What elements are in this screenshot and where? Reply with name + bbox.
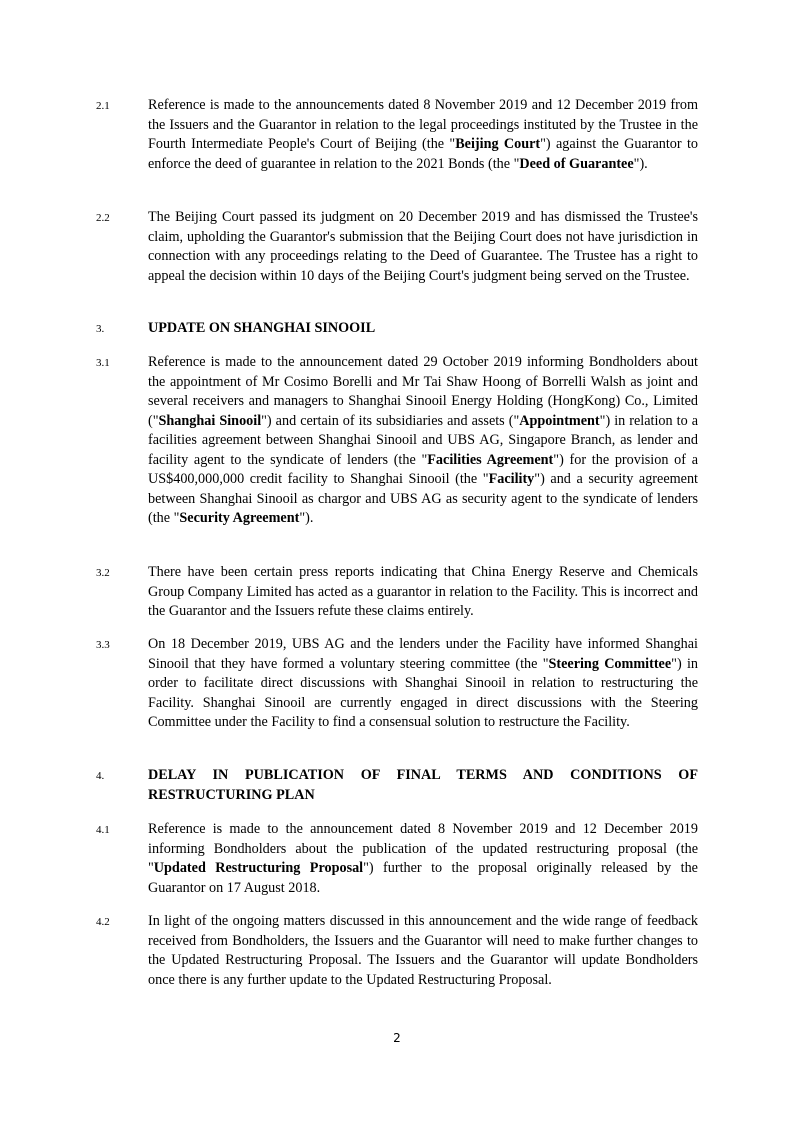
text-run: UPDATE ON SHANGHAI SINOOIL — [148, 320, 376, 336]
text-run: ") in order to facilitate direct discussions with Shanghai Sinooil in relation to restructuring the Facility. Shanghai Sinooil are currently engaged in direct discussions with the Steering Committee under the Facility to find a consensual solution to restructure the Facility. — [148, 655, 698, 730]
defined-term: Deed of Guarantee — [519, 155, 634, 172]
text-run: Reference is made to the announcements dated 8 November 2019 and 12 December 2019 from the Issuers and the Guarantor in relation to the legal proceedings instituted by the Trustee in the Fourth Intermediate People's Court of Beijing (the " — [148, 97, 698, 152]
page-number: 2 — [393, 1031, 401, 1045]
text-run: DELAY IN PUBLICATION OF FINAL TERMS AND CONDITIONS OF RESTRUCTURING PLAN — [148, 767, 698, 803]
paragraph-text — [148, 820, 698, 898]
defined-term: Beijing Court — [455, 136, 541, 152]
text-run: ") in relation to a facilities agreement between Shanghai Sinooil and UBS AG, Singapore Branch, as lender and facility agent to the syndicate of lenders (the " — [148, 412, 698, 468]
text-run: ") and a security agreement between Shanghai Sinooil as chargor and UBS AG as security agent to the syndicate of lenders (the " — [148, 471, 698, 526]
paragraph-number: 2.1 — [96, 100, 110, 112]
paragraph-number: 3.1 — [96, 357, 110, 369]
text-run: ") against the Guarantor to enforce the deed of guarantee in relation to the 2021 Bonds (the " — [148, 136, 698, 172]
defined-term: Security Agreement — [179, 510, 300, 526]
text-run: There have been certain press reports indicating that China Energy Reserve and Chemicals Group Company Limited has acted as a guarantor in relation to the Facility. This is incorrect and the Guarantor and the Issuers refute these claims entirely. — [148, 564, 698, 619]
defined-term: Shanghai Sinooil — [158, 412, 262, 429]
paragraph-text — [148, 208, 698, 286]
paragraph-number: 4.2 — [96, 916, 110, 928]
paragraph-text — [148, 563, 698, 622]
text-run: On 18 December 2019, UBS AG and the lenders under the Facility have informed Shanghai Sinooil that they have formed a voluntary steering committee (the " — [148, 636, 698, 672]
text-run: "). — [633, 155, 648, 172]
paragraph-number: 4.1 — [96, 824, 110, 836]
text-run: "). — [299, 510, 314, 526]
text-run: ") further to the proposal originally released by the Guarantor on 17 August 2018. — [148, 860, 698, 896]
paragraph-text — [148, 912, 698, 990]
defined-term: Updated Restructuring Proposal — [153, 860, 364, 876]
paragraph-number: 2.2 — [96, 212, 110, 224]
defined-term: Appointment — [519, 412, 600, 429]
text-run: ") and certain of its subsidiaries and assets (" — [261, 412, 520, 429]
heading-text — [148, 319, 698, 339]
text-run: ") for the provision of a US$400,000,000 credit facility to Shanghai Sinooil (the " — [148, 451, 698, 487]
defined-term: Steering Committee — [548, 655, 672, 672]
paragraph-number: 3. — [96, 323, 105, 335]
text-run: Reference is made to the announcement dated 8 November 2019 and 12 December 2019 informing Bondholders about the publication of the updated restructuring proposal (the " — [148, 821, 698, 876]
paragraph-number: 3.3 — [96, 639, 110, 651]
defined-term: Facilities Agreement — [427, 451, 554, 468]
paragraph-text — [148, 353, 698, 529]
defined-term: Facility — [488, 471, 535, 487]
paragraph-text — [148, 96, 698, 174]
text-run: Reference is made to the announcement dated 29 October 2019 informing Bondholders about the appointment of Mr Cosimo Borelli and Mr Tai Shaw Hoong of Borrelli Walsh as joint and several receivers and managers to Shanghai Sinooil Energy Holding (HongKong) Co., Limited (" — [148, 354, 698, 429]
text-run: In light of the ongoing matters discussed in this announcement and the wide range of feedback received from Bondholders, the Issuers and the Guarantor will need to make further changes to the Updated Restructuring Proposal. The Issuers and the Guarantor will update Bondholders once there is any further update to the Updated Restructuring Proposal. — [148, 913, 698, 988]
paragraph-number: 4. — [96, 770, 105, 782]
paragraph-number: 3.2 — [96, 567, 110, 579]
text-run: The Beijing Court passed its judgment on 20 December 2019 and has dismissed the Trustee's claim, upholding the Guarantor's submission that the Beijing Court does not have jurisdiction in connection with any proceedings relating to the Deed of Guarantee. The Trustee has a right to appeal the decision within 10 days of the Beijing Court's judgment being served on the Trustee. — [148, 209, 698, 284]
paragraph-text — [148, 635, 698, 733]
heading-text — [148, 766, 698, 805]
